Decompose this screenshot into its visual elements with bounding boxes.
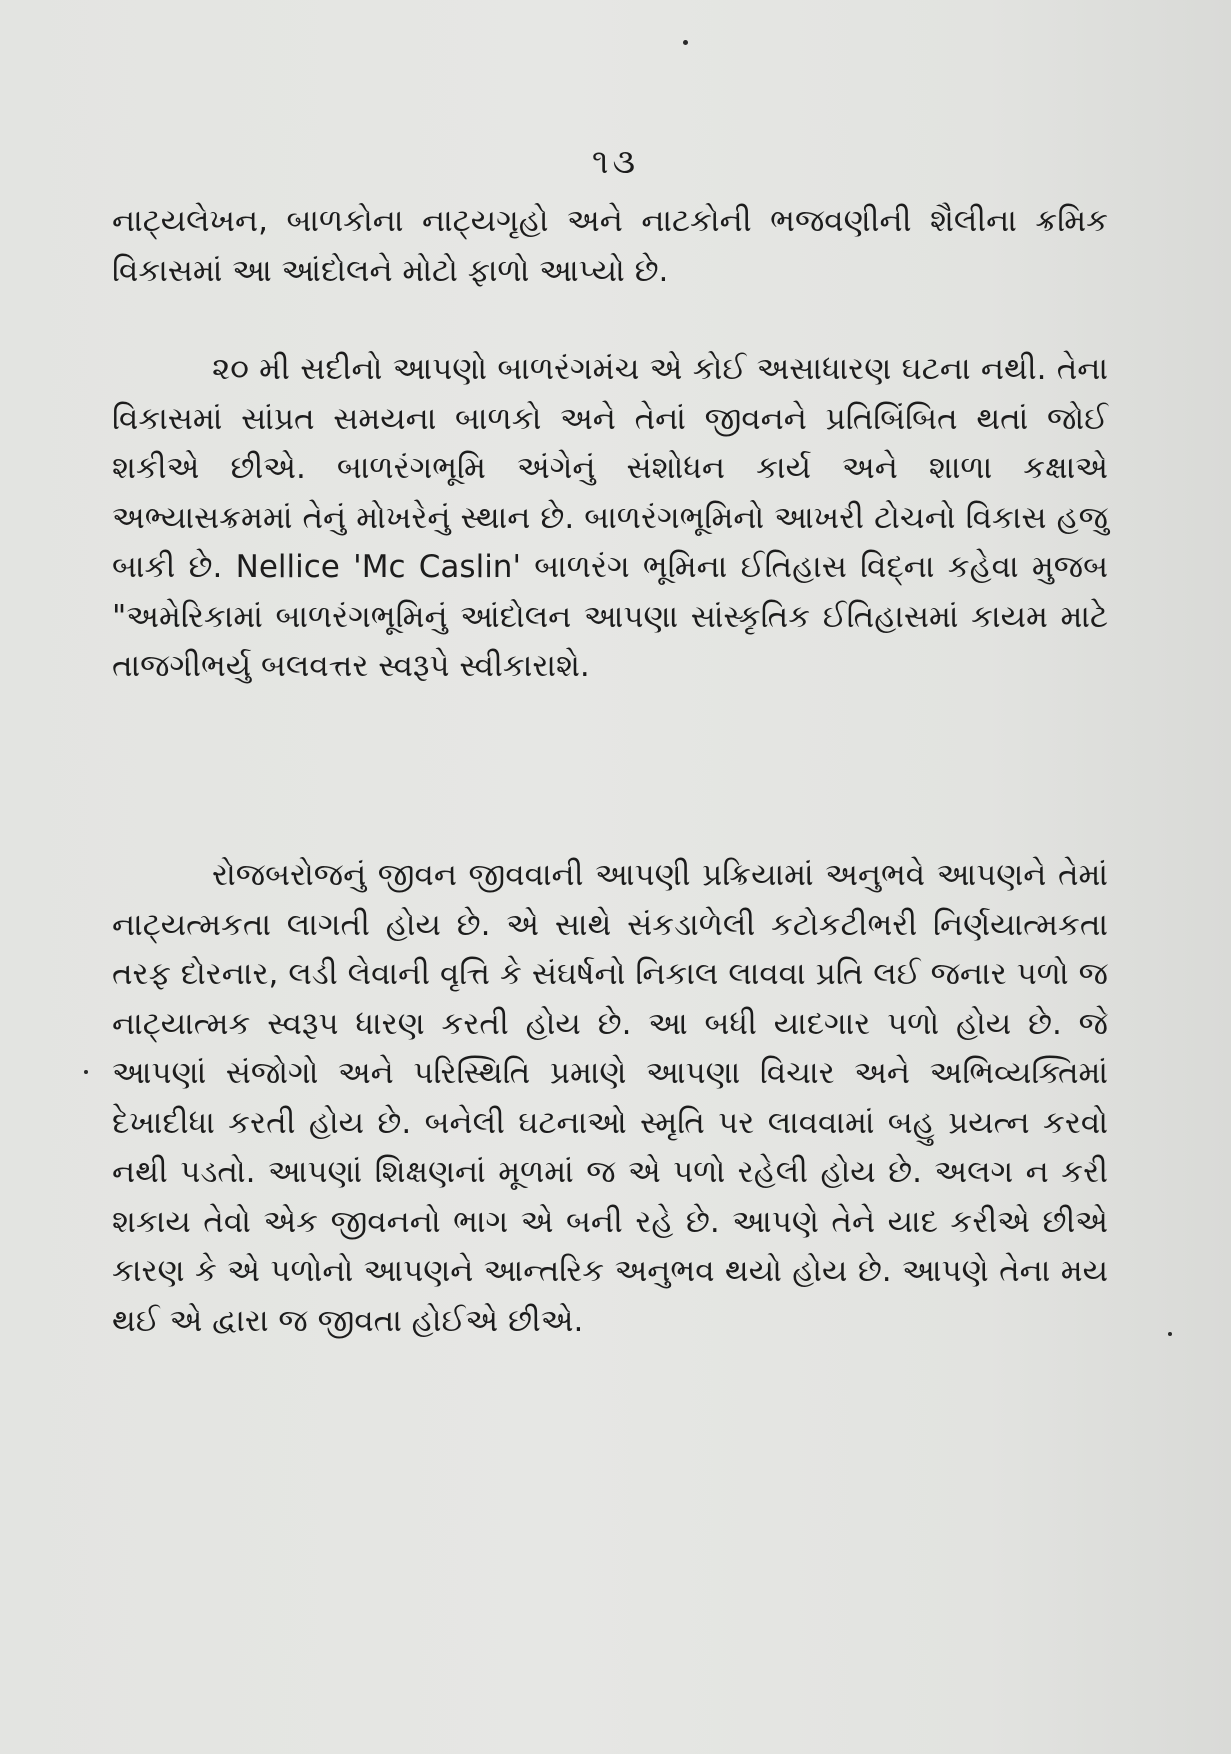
body-paragraph-3 (112, 851, 1108, 1346)
body-paragraph-1 (112, 197, 1108, 296)
page-number: ૧૩ (591, 142, 640, 182)
ink-speck (683, 40, 688, 45)
paragraph-text: રોજબરોજનું જીવન જીવવાની આપણી પ્રક્રિયામાં અનુભવે આપણને તેમાં નાટ્યત્મકતા લાગતી હોય છે. એ સાથે સંકડાળેલી કટોકટીભરી નિર્ણયાત્મકતા તરફ દોરનાર, લડી લેવાની વૃત્તિ કે સંઘર્ષનો નિકાલ લાવવા પ્રતિ લઈ જનાર પળો જ નાટ્યાત્મક સ્વરૂપ ધારણ કરતી હોય છે. આ બધી યાદગાર પળો હોય છે. જે આપણાં સંજોગો અને પરિસ્થિતિ પ્રમાણે આપણા વિચાર અને અભિવ્યક્તિમાં દેખાદીધા કરતી હોય છે. બનેલી ઘટનાઓ સ્મૃતિ પર લાવવામાં બહુ પ્રયત્ન કરવો નથી પડતો. આપણાં શિક્ષણનાં મૂળમાં જ એ પળો રહેલી હોય છે. અલગ ન કરી શકાય તેવો એક જીવનનો ભાગ એ બની રહે છે. આપણે તેને યાદ કરીએ છીએ કારણ કે એ પળોનો આપણને આન્તરિક અનુભવ થયો હોય છે. આપણે તેના મય થઈ એ દ્વારા જ જીવતા હોઈએ છીએ. (112, 857, 1108, 1339)
ink-speck (84, 1070, 88, 1074)
paragraph-text: ૨૦ મી સદીનો આપણો બાળરંગમંચ એ કોઈ અસાધારણ ઘટના નથી. તેના વિકાસમાં સાંપ્રત સમયના બાળકો અને તેનાં જીવનને પ્રતિબિંબિત થતાં જોઈ શકીએ છીએ. બાળરંગભૂમિ અંગેનું સંશોધન કાર્ય અને શાળા કક્ષાએ અભ્યાસક્રમમાં તેનું મોખરેનું સ્થાન છે. બાળરંગભૂમિનો આખરી ટોચનો વિકાસ હજુ બાકી છે. Nellice 'Mc Caslin' બાળરંગ ભૂમિના ઈતિહાસ વિદ્ના કહેવા મુજબ "અમેરિકામાં બાળરંગભૂમિનું આંદોલન આપણા સાંસ્કૃતિક ઈતિહાસમાં કાયમ માટે તાજગીભર્યુ બલવત્તર સ્વરૂપે સ્વીકારાશે. (112, 351, 1108, 684)
ink-speck (1168, 1332, 1172, 1336)
paragraph-text: નાટ્યલેખન, બાળકોના નાટ્યગૃહો અને નાટકોની ભજવણીની શૈલીના ક્રમિક વિકાસમાં આ આંદોલને મોટો ફાળો આપ્યો છે. (112, 203, 1108, 289)
body-paragraph-2 (112, 345, 1108, 692)
